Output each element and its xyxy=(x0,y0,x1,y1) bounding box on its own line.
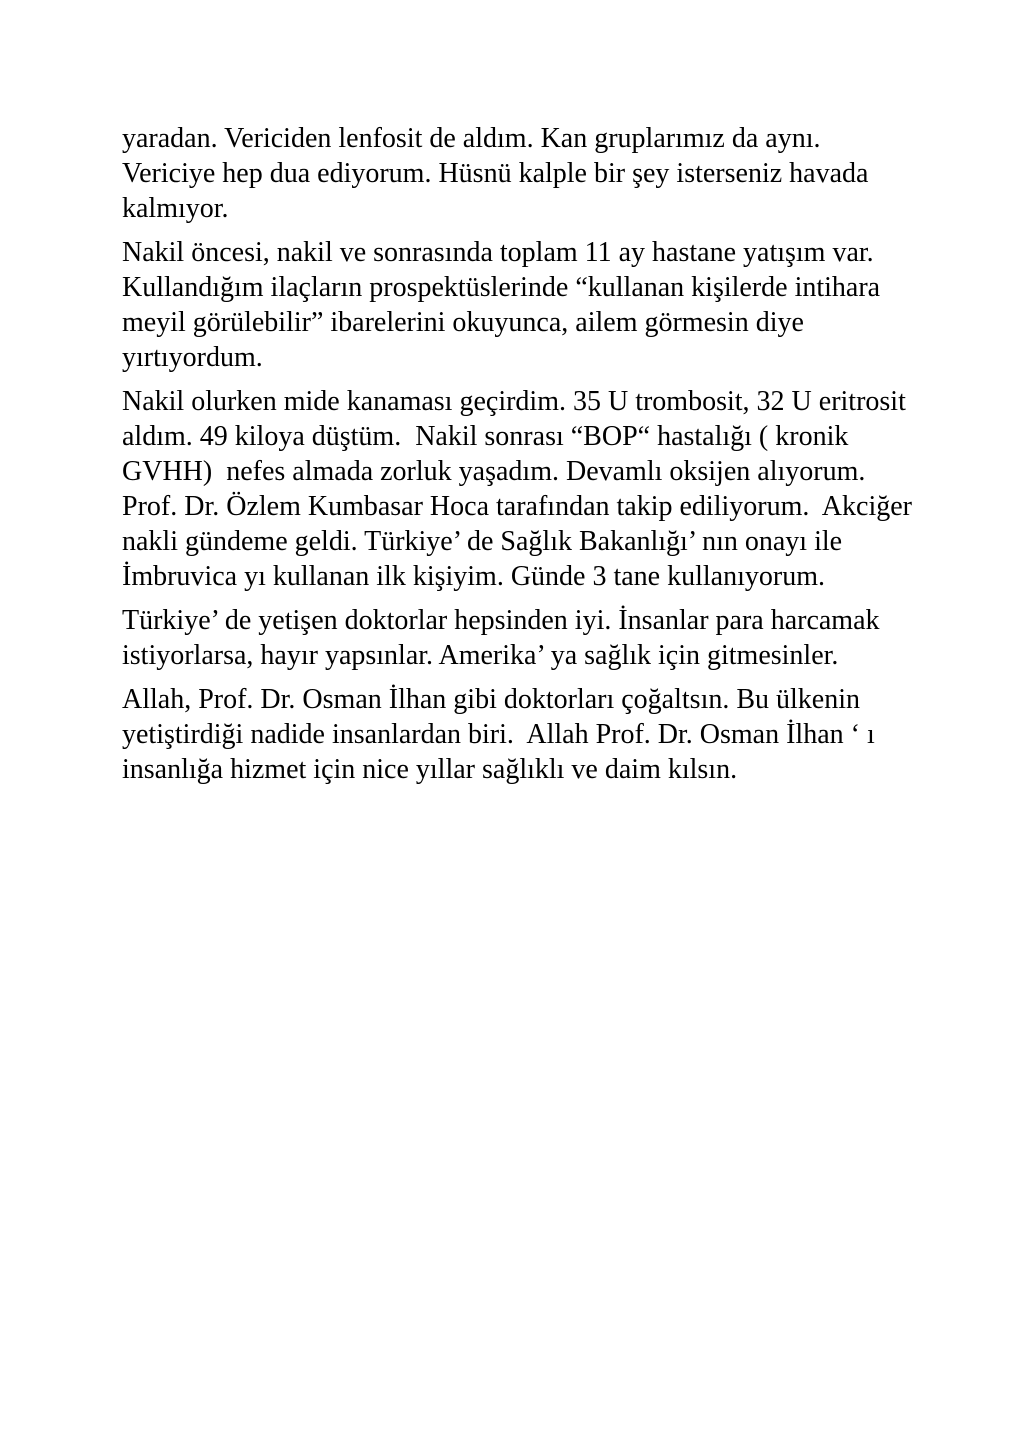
paragraph xyxy=(122,682,982,787)
paragraph xyxy=(122,384,982,594)
text-line: GVHH) nefes almada zorluk yaşadım. Devamlı oksijen alıyorum. xyxy=(122,456,866,487)
text-line: İmbruvica yı kullanan ilk kişiyim. Günde 3 tane kullanıyorum. xyxy=(122,561,825,592)
paragraph xyxy=(122,603,982,673)
text-line: Nakil olurken mide kanaması geçirdim. 35 U trombosit, 32 U eritrosit xyxy=(122,386,906,417)
text-line: kalmıyor. xyxy=(122,193,229,224)
text-line: Türkiye’ de yetişen doktorlar hepsinden iyi. İnsanlar para harcamak xyxy=(122,605,880,636)
text-line: Vericiye hep dua ediyorum. Hüsnü kalple bir şey isterseniz havada xyxy=(122,158,869,189)
text-content xyxy=(122,121,982,796)
text-line: aldım. 49 kiloya düştüm. Nakil sonrası “BOP“ hastalığı ( kronik xyxy=(122,421,849,452)
text-line: Kullandığım ilaçların prospektüslerinde “kullanan kişilerde intihara xyxy=(122,272,881,303)
paragraph xyxy=(122,121,982,226)
text-line: Prof. Dr. Özlem Kumbasar Hoca tarafından takip ediliyorum. Akciğer xyxy=(122,491,912,522)
text-line: yırtıyordum. xyxy=(122,342,263,373)
text-line: insanlığa hizmet için nice yıllar sağlıklı ve daim kılsın. xyxy=(122,754,738,785)
text-line: meyil görülebilir” ibarelerini okuyunca, ailem görmesin diye xyxy=(122,307,804,338)
text-line: yaradan. Vericiden lenfosit de aldım. Kan gruplarımız da aynı. xyxy=(122,123,821,154)
paragraph xyxy=(122,235,982,375)
text-line: Allah, Prof. Dr. Osman İlhan gibi doktorları çoğaltsın. Bu ülkenin xyxy=(122,684,861,715)
text-line: nakli gündeme geldi. Türkiye’ de Sağlık Bakanlığı’ nın onayı ile xyxy=(122,526,843,557)
text-line: istiyorlarsa, hayır yapsınlar. Amerika’ ya sağlık için gitmesinler. xyxy=(122,640,839,671)
text-line: yetiştirdiği nadide insanlardan biri. Allah Prof. Dr. Osman İlhan ‘ ı xyxy=(122,719,875,750)
text-line: Nakil öncesi, nakil ve sonrasında toplam 11 ay hastane yatışım var. xyxy=(122,237,874,268)
